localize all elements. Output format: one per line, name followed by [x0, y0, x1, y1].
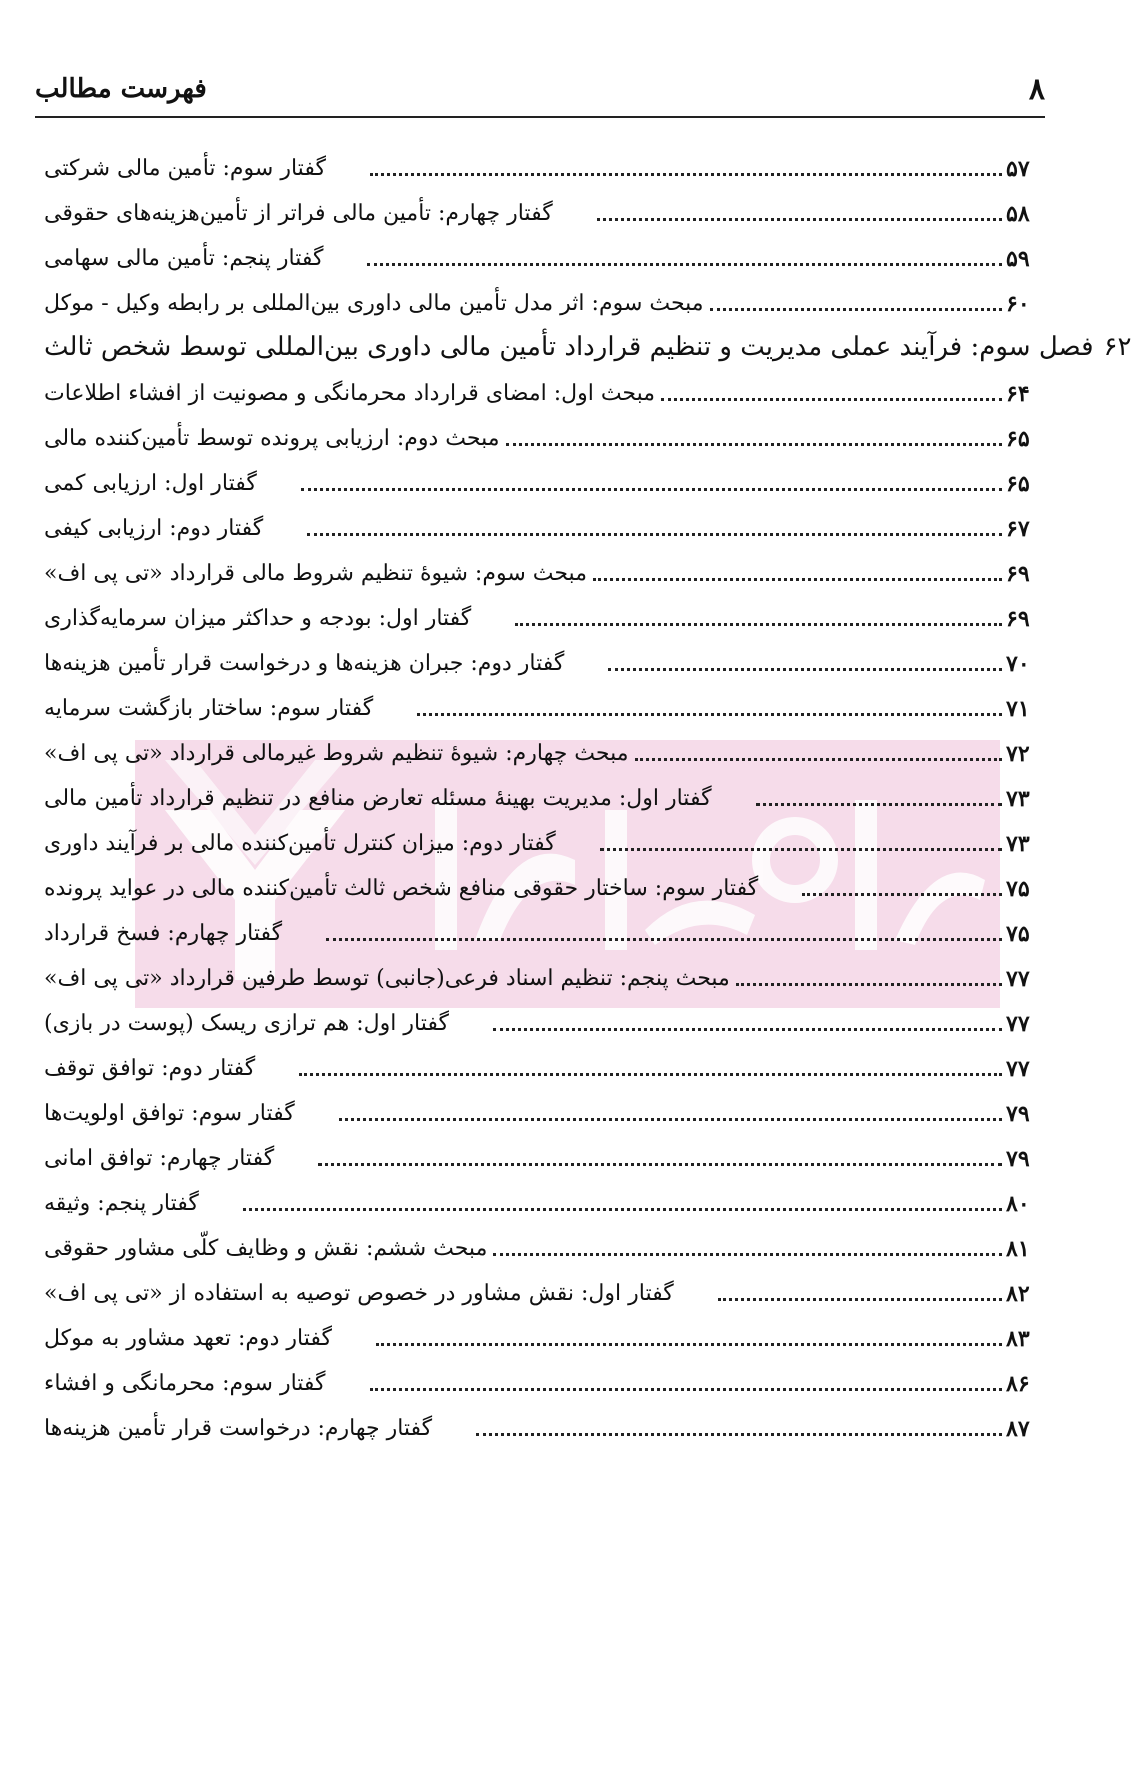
toc-entry-page: ۵۸: [1006, 201, 1030, 227]
toc-entry-page: ۷۷: [1006, 966, 1030, 992]
toc-entry-page: ۸۰: [1006, 1191, 1030, 1217]
toc-entry[interactable]: [40, 318, 1132, 362]
toc-entry[interactable]: [40, 995, 1040, 1039]
toc-entry-page: ۷۷: [1006, 1011, 1030, 1037]
toc-entry-page: ۸۱: [1006, 1236, 1030, 1262]
toc-dot-leader: [476, 1433, 1002, 1436]
toc-entry[interactable]: [40, 1175, 1040, 1219]
toc-entry-title: مبحث سوم: شیوهٔ تنظیم شروط مالی قرارداد «تی پی اف»: [44, 561, 587, 586]
toc-entry-page: ۶۷: [1006, 516, 1030, 542]
toc-dot-leader: [506, 443, 1002, 446]
toc-entry-title: گفتار اول: ارزیابی کمی: [44, 471, 257, 496]
toc-entry-page: ۵۹: [1006, 246, 1030, 272]
toc-entry[interactable]: [40, 230, 1040, 274]
toc-entry-page: ۷۳: [1006, 831, 1030, 857]
toc-dot-leader: [718, 1298, 1002, 1301]
toc-entry-title: گفتار اول: نقش مشاور در خصوص توصیه به استفاده از «تی پی اف»: [44, 1281, 674, 1306]
toc-entry-title: گفتار چهارم: تأمین مالی فراتر از تأمین‌هزینه‌های حقوقی: [44, 201, 553, 226]
toc-dot-leader: [318, 1163, 1002, 1166]
toc-entry-page: ۸۶: [1006, 1371, 1030, 1397]
toc-entry-title: گفتار چهارم: فسخ قرارداد: [44, 921, 283, 946]
toc-entry[interactable]: [40, 185, 1040, 229]
toc-entry-title: مبحث اول: امضای قرارداد محرمانگی و مصونیت از افشاء اطلاعات: [44, 381, 656, 406]
toc-entry-page: ۷۵: [1006, 921, 1030, 947]
toc-entry-page: ۷۵: [1006, 876, 1030, 902]
toc-entry-title: مبحث سوم: اثر مدل تأمین مالی داوری بین‌المللی بر رابطه وکیل - موکل: [44, 291, 704, 316]
toc-entry-page: ۶۰: [1006, 291, 1030, 317]
toc-dot-leader: [593, 578, 1002, 581]
toc-entry-page: ۶۵: [1006, 471, 1030, 497]
toc-entry-page: ۶۹: [1006, 561, 1030, 587]
toc-dot-leader: [802, 893, 1002, 896]
toc-entry-page: ۶۵: [1006, 426, 1030, 452]
toc-entry[interactable]: [40, 1355, 1040, 1399]
toc-entry[interactable]: [40, 680, 1040, 724]
toc-dot-leader: [370, 1388, 1002, 1391]
toc-entry[interactable]: [40, 1220, 1040, 1264]
toc-dot-leader: [299, 1073, 1002, 1076]
toc-entry-title: گفتار سوم: تأمین مالی شرکتی: [44, 156, 326, 181]
toc-dot-leader: [600, 848, 1002, 851]
toc-entry[interactable]: [40, 1040, 1040, 1084]
toc-entry[interactable]: [40, 545, 1040, 589]
toc-entry-page: ۸۲: [1006, 1281, 1030, 1307]
toc-entry-title: گفتار اول: مدیریت بهینهٔ مسئله تعارض منافع در تنظیم قرارداد تأمین مالی: [44, 786, 712, 811]
toc-entry[interactable]: [40, 725, 1040, 769]
toc-entry[interactable]: [40, 365, 1040, 409]
toc-entry-title: مبحث پنجم: تنظیم اسناد فرعی(جانبی) توسط طرفین قرارداد «تی پی اف»: [44, 966, 730, 991]
toc-dot-leader: [515, 623, 1002, 626]
toc-dot-leader: [339, 1118, 1002, 1121]
toc-entry[interactable]: [40, 275, 1040, 319]
toc-dot-leader: [661, 398, 1002, 401]
toc-dot-leader: [367, 263, 1002, 266]
toc-entry[interactable]: [40, 905, 1040, 949]
toc-dot-leader: [301, 488, 1002, 491]
toc-entry[interactable]: [40, 590, 1040, 634]
toc-entry[interactable]: [40, 1085, 1040, 1129]
toc-dot-leader: [710, 308, 1002, 311]
toc-dot-leader: [597, 218, 1002, 221]
toc-dot-leader: [243, 1208, 1002, 1211]
toc-entry-title: گفتار چهارم: توافق امانی: [44, 1146, 275, 1171]
toc-entry-title: گفتار دوم: توافق توقف: [44, 1056, 256, 1081]
toc-entry-page: ۶۹: [1006, 606, 1030, 632]
toc-entry-title: گفتار دوم: جبران هزینه‌ها و درخواست قرار تأمین هزینه‌ها: [44, 651, 565, 676]
toc-dot-leader: [493, 1028, 1002, 1031]
toc-entry-page: ۵۷: [1006, 156, 1030, 182]
toc-entry-page: ۷۰: [1006, 651, 1030, 677]
toc-entry-title: گفتار اول: هم ترازی ریسک (پوست در بازی): [44, 1011, 449, 1036]
toc-entry-page: ۷۲: [1006, 741, 1030, 767]
toc-entry-title: مبحث ششم: نقش و وظایف کلّی مشاور حقوقی: [44, 1236, 488, 1261]
toc-entry-title: گفتار سوم: توافق اولویت‌ها: [44, 1101, 295, 1126]
toc-dot-leader: [417, 713, 1002, 716]
toc-entry[interactable]: [40, 1130, 1040, 1174]
toc-dot-leader: [493, 1253, 1002, 1256]
toc-entry-page: ۷۱: [1006, 696, 1030, 722]
toc-entry[interactable]: [40, 815, 1040, 859]
toc-entry-title: گفتار اول: بودجه و حداکثر میزان سرمایه‌گذاری: [44, 606, 472, 631]
toc-entry-title: گفتار سوم: ساختار حقوقی منافع شخص ثالث تأمین‌کننده مالی در عواید پرونده: [44, 876, 759, 901]
toc-entry-title: گفتار سوم: ساختار بازگشت سرمایه: [44, 696, 374, 721]
toc-dot-leader: [756, 803, 1002, 806]
toc-entry[interactable]: [40, 860, 1040, 904]
toc-entry[interactable]: [40, 1310, 1040, 1354]
toc-entry[interactable]: [40, 1265, 1040, 1309]
toc-dot-leader: [370, 173, 1002, 176]
toc-dot-leader: [376, 1343, 1002, 1346]
toc-dot-leader: [608, 668, 1002, 671]
header-title: فهرست مطالب: [35, 74, 207, 104]
toc-entry[interactable]: [40, 950, 1040, 994]
toc-entry[interactable]: [40, 410, 1040, 454]
toc-entry-title: مبحث دوم: ارزیابی پرونده توسط تأمین‌کننده مالی: [44, 426, 500, 451]
toc-entry[interactable]: [40, 500, 1040, 544]
toc-entry-title: گفتار دوم: تعهد مشاور به موکل: [44, 1326, 332, 1351]
toc-entry-title: مبحث چهارم: شیوهٔ تنظیم شروط غیرمالی قرارداد «تی پی اف»: [44, 741, 629, 766]
toc-entry[interactable]: [40, 770, 1040, 814]
toc-entry-title: گفتار سوم: محرمانگی و افشاء: [44, 1371, 326, 1396]
toc-entry-title: گفتار دوم: میزان کنترل تأمین‌کننده مالی بر فرآیند داوری: [44, 831, 556, 856]
toc-entry-page: ۷۷: [1006, 1056, 1030, 1082]
toc-entry-page: ۶۲: [1103, 332, 1132, 362]
toc-dot-leader: [635, 758, 1002, 761]
toc-entry-page: ۷۹: [1006, 1101, 1030, 1127]
toc-entry-page: ۸۳: [1006, 1326, 1030, 1352]
toc-dot-leader: [736, 983, 1002, 986]
toc-entry-page: ۷۳: [1006, 786, 1030, 812]
toc-entry-title: گفتار پنجم: وثیقه: [44, 1191, 199, 1216]
toc-dot-leader: [326, 938, 1002, 941]
toc-entry-title: گفتار دوم: ارزیابی کیفی: [44, 516, 264, 541]
toc-entry-page: ۷۹: [1006, 1146, 1030, 1172]
toc-entry-title: فصل سوم: فرآیند عملی مدیریت و تنظیم قرارداد تأمین مالی داوری بین‌المللی توسط شخص ثالث: [44, 332, 1094, 362]
toc-entry[interactable]: [40, 140, 1040, 184]
toc-entry-page: ۶۴: [1006, 381, 1030, 407]
toc-entry-title: گفتار پنجم: تأمین مالی سهامی: [44, 246, 324, 271]
toc-entry-title: گفتار چهارم: درخواست قرار تأمین هزینه‌ها: [44, 1416, 433, 1441]
toc-entry-page: ۸۷: [1006, 1416, 1030, 1442]
toc-entry[interactable]: [40, 455, 1040, 499]
page-number: ۸: [1028, 72, 1045, 107]
toc-dot-leader: [307, 533, 1002, 536]
toc-entry[interactable]: [40, 635, 1040, 679]
toc-entry[interactable]: [40, 1400, 1040, 1444]
